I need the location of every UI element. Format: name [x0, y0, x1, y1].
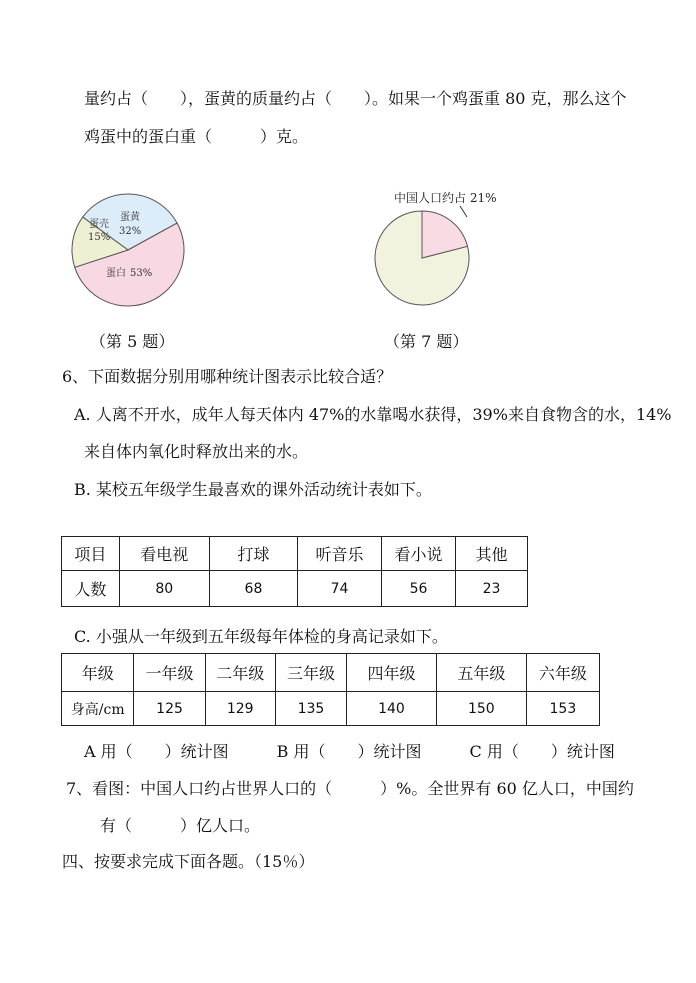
activity-table-header-row	[62, 537, 528, 571]
table-cell: 人数	[62, 571, 120, 607]
table-cell: 三年级	[275, 654, 346, 692]
height-table	[61, 653, 600, 726]
table-cell: 74	[298, 571, 382, 607]
table-cell: 80	[119, 571, 209, 607]
table-cell: 项目	[62, 537, 120, 571]
table-cell: 年级	[62, 654, 134, 692]
activity-table	[61, 536, 528, 607]
pie5-label-white: 蛋白	[106, 268, 126, 279]
china-population-pie-chart	[370, 185, 530, 310]
table-cell: 五年级	[436, 654, 526, 692]
pie7-leader-line	[460, 206, 467, 217]
egg-composition-pie-chart	[70, 190, 190, 310]
table-cell: 68	[209, 571, 297, 607]
question-6-b-text: B. 某校五年级学生最喜欢的课外活动统计表如下。	[74, 480, 432, 499]
table-cell: 129	[205, 692, 275, 726]
activity-table-data-row	[62, 571, 528, 607]
question-6-a-line-2: 来自体内氧化时释放出来的水。	[84, 442, 309, 461]
table-cell: 打球	[209, 537, 297, 571]
table-cell: 身高/cm	[62, 692, 134, 726]
table-cell: 听音乐	[298, 537, 382, 571]
pie5-label-shell: 蛋壳	[89, 219, 109, 230]
table-cell: 四年级	[347, 654, 437, 692]
table-cell: 125	[134, 692, 205, 726]
table-cell: 二年级	[205, 654, 275, 692]
table-cell: 看小说	[382, 537, 456, 571]
question-6-answer-line: A 用（ ）统计图 B 用（ ）统计图 C 用（ ）统计图	[84, 742, 615, 761]
section-4-title: 四、按要求完成下面各题。（15％）	[62, 852, 315, 871]
table-cell: 153	[526, 692, 599, 726]
table-cell: 一年级	[134, 654, 205, 692]
question-5-text-line-2: 鸡蛋中的蛋白重（ ）克。	[84, 127, 309, 146]
table-cell: 140	[347, 692, 437, 726]
pie5-label-yolk: 蛋黄	[120, 212, 140, 223]
figure-5-caption: （第 5 题）	[90, 332, 175, 351]
table-cell: 150	[436, 692, 526, 726]
question-6-a-line-1: A. 人离不开水，成年人每天体内 47%的水靠喝水获得，39%来自食物含的水，14%	[74, 405, 672, 424]
table-cell: 135	[275, 692, 346, 726]
question-7-line-1: 7、看图：中国人口约占世界人口的（ ）%。全世界有 60 亿人口，中国约	[66, 779, 634, 798]
table-cell: 23	[456, 571, 528, 607]
pie7-china-label: 中国人口约占 21%	[394, 191, 497, 205]
question-7-line-2: 有（ ）亿人口。	[100, 816, 261, 835]
question-6-c-text: C. 小强从一年级到五年级每年体检的身高记录如下。	[74, 627, 448, 646]
height-table-data-row	[62, 692, 600, 726]
pie5-value-white: 53%	[130, 268, 153, 279]
height-table-header-row	[62, 654, 600, 692]
table-cell: 56	[382, 571, 456, 607]
table-cell: 看电视	[119, 537, 209, 571]
figure-7-caption: （第 7 题）	[384, 332, 469, 351]
question-5-text-line-1: 量约占（ ），蛋黄的质量约占（ ）。如果一个鸡蛋重 80 克，那么这个	[84, 89, 627, 108]
pie5-value-shell: 15%	[88, 232, 111, 243]
question-6-title: 6、下面数据分别用哪种统计图表示比较合适？	[62, 367, 393, 386]
table-cell: 其他	[456, 537, 528, 571]
pie5-value-yolk: 32%	[119, 226, 142, 237]
table-cell: 六年级	[526, 654, 599, 692]
